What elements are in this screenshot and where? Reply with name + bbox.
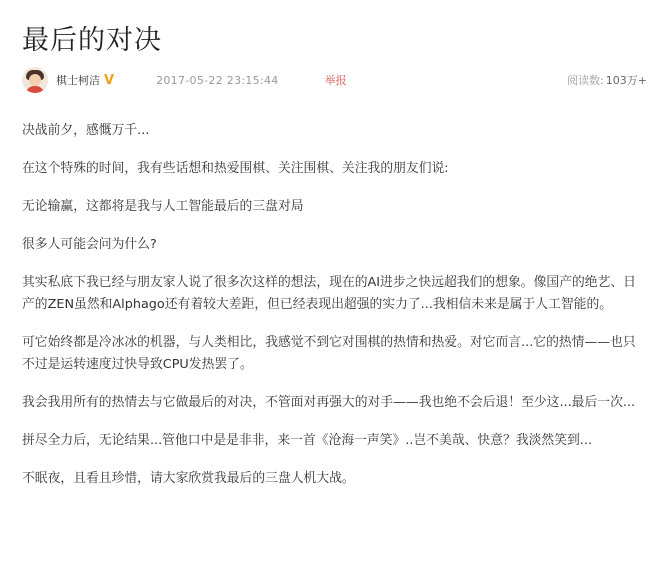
- article-content: [22, 120, 641, 506]
- publish-datetime: 2017-05-22 23:15:44: [156, 73, 279, 87]
- avatar-body: [26, 86, 44, 93]
- read-count-label: 阅读数:: [567, 74, 604, 87]
- avatar[interactable]: [22, 67, 48, 93]
- paragraph: 拼尽全力后，无论结果...管他口中是是非非，来一首《沧海一声笑》..岂不美哉、快意？我淡然笑到...: [22, 433, 593, 448]
- paragraph: 很多人可能会问为什么?: [22, 237, 157, 252]
- paragraph: 可它始终都是冷冰冰的机器，与人类相比，我感觉不到它对围棋的热情和热爱。对它而言...它的热情——也只不过是运转速度过快导致CPU发热罢了。: [22, 335, 636, 372]
- report-link[interactable]: 举报: [324, 74, 347, 87]
- paragraph: 决战前夕，感慨万千...: [22, 123, 150, 138]
- paragraph: 在这个特殊的时间，我有些话想和热爱围棋、关注围棋、关注我的朋友们说:: [22, 161, 449, 176]
- paragraph: 我会我用所有的热情去与它做最后的对决，不管面对再强大的对手——我也绝不会后退！至少这...最后一次...: [22, 395, 636, 410]
- vip-badge-icon: V: [104, 72, 115, 88]
- avatar-face: [29, 74, 41, 86]
- paragraph: 无论输赢，这都将是我与人工智能最后的三盘对局: [22, 199, 304, 214]
- paragraph: 其实私底下我已经与朋友家人说了很多次这样的想法，现在的AI进步之快远超我们的想象。像国产的绝艺、日产的ZEN虽然和Alphago还有着较大差距，但已经表现出超强的实力了...我相信未来是属于人工智能的。: [22, 275, 636, 312]
- paragraph: 不眠夜，且看且珍惜，请大家欣赏我最后的三盘人机大战。: [22, 471, 355, 486]
- article-title: 最后的对决: [22, 25, 162, 56]
- author-name[interactable]: 棋士柯洁: [56, 74, 100, 87]
- article-meta: [22, 64, 647, 96]
- read-count-value: 103万+: [605, 74, 647, 87]
